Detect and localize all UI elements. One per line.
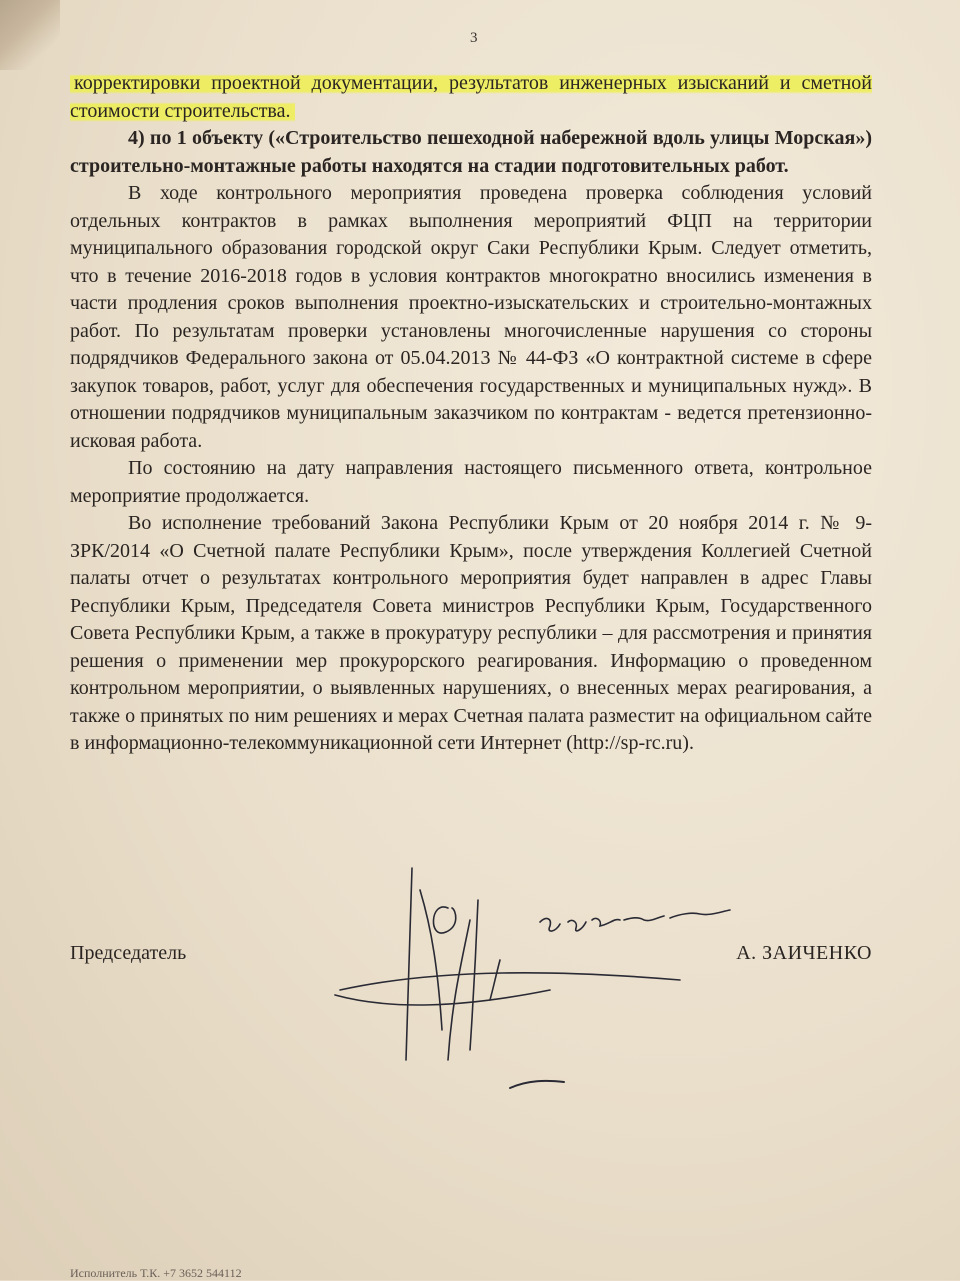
page-corner-fold [0, 0, 60, 70]
signatory-role: Председатель [70, 942, 187, 964]
handwritten-signature [320, 860, 780, 1100]
footer-executor-line: Исполнитель Т.К. +7 3652 544112 [70, 1266, 242, 1280]
paragraph-status: По состоянию на дату направления настоящего письменного ответа, контрольное мероприятие продолжается. [70, 457, 872, 507]
paragraph-item-4: 4) по 1 объекту («Строительство пешеходной набережной вдоль улицы Морская») строительно-монтажные работы находятся на стадии подготовительных работ. [70, 127, 872, 177]
paragraph-inspection: В ходе контрольного мероприятия проведена проверка соблюдения условий отдельных контрактов в рамках выполнения мероприятий ФЦП на территории муниципального образования городской округ Саки Республики Крым. Следует отметить, что в течение 2016-2018 годов в условия контрактов многократно вносились изменения в части продления сроков выполнения проектно-изыскательских и строительно-монтажных работ. По результатам проверки установлены многочисленные нарушения со стороны подрядчиков Федерального закона от 05.04.2013 № 44-ФЗ «О контрактной системе в сфере закупок товаров, работ, услуг для обеспечения государственных и муниципальных нужд». В отношении подрядчиков муниципальным заказчиком по контрактам - ведется претензионно-исковая работа. [70, 182, 872, 452]
page-number: 3 [470, 30, 478, 46]
paragraph-law-reference: Во исполнение требований Закона Республики Крым от 20 ноября 2014 г. № 9-ЗРК/2014 «О Счетной палате Республики Крым», после утверждения Коллегией Счетной палаты отчет о результатах контрольного мероприятия будет направлен в адрес Главы Республики Крым, Председателя Совета министров Республики Крым, Государственного Совета Республики Крым, а также в прокуратуру республики – для рассмотрения и принятия решения о применении мер прокурорского реагирования. Информацию о проведенном контрольном мероприятии, о выявленных нарушениях, о внесенных мерах реагирования, а также о принятых по ним решениях и мерах Счетная палата разместит на официальном сайте в информационно-телекоммуникационной сети Интернет (http://sp-rc.ru). [70, 512, 872, 754]
paragraph-continuation [70, 70, 872, 125]
highlighted-text: корректировки проектной документации, результатов инженерных изысканий и сметной стоимости строительства. [70, 72, 872, 122]
signatory-name: А. ЗАИЧЕНКО [736, 942, 872, 964]
letter-body [70, 70, 872, 758]
